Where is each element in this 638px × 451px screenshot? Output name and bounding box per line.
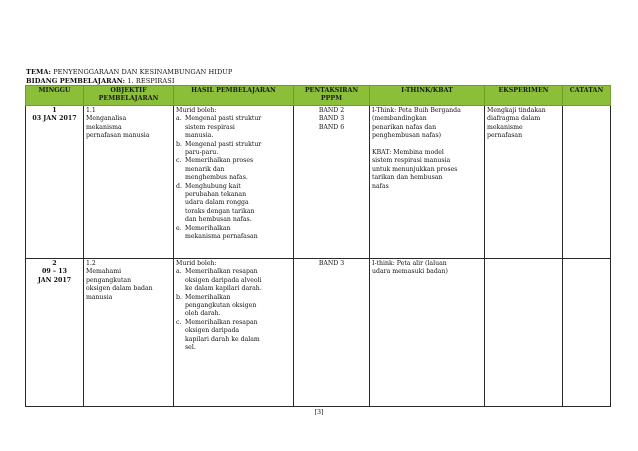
col-header-objektif: OBJEKTIF PEMBELAJARAN — [84, 86, 174, 106]
list-item: d. Menghubung kait perubahan tekanan udara dalam rongga toraks dengan tarikan dan hembusan nafas. — [176, 182, 255, 224]
eksperimen-cell: Mengkaji tindakan diafragma dalam mekanisme pernafasan — [485, 106, 563, 259]
hasil-intro: Murid boleh: — [176, 260, 217, 267]
hasil-cell — [174, 259, 294, 407]
minggu-cell: 2 09 – 13 JAN 2017 — [26, 259, 84, 407]
hasil-list — [176, 268, 291, 352]
col-header-pentaksiran: PENTAKSIRAN PPPM — [294, 86, 370, 106]
table-row — [26, 259, 611, 407]
table-header-row — [26, 86, 611, 106]
ithink-cell: I-Think: Peta Buih Berganda (membandingkan penarikan nafas dan penghembusan nafas) KBAT: Membina model sistem respirasi manusia untuk menunjukkan proses tarikan dan hembusan nafas — [370, 106, 485, 259]
list-item: a. Memerihalkan resapan oksigen daripada alveoli ke dalam kapilari darah. — [176, 268, 262, 293]
list-item: c. Memerihalkan proses menarik dan menghembus nafas. — [176, 157, 254, 182]
tema-heading — [26, 68, 232, 76]
bidang-heading — [26, 77, 174, 85]
col-header-hasil: HASIL PEMBELAJARAN — [174, 86, 294, 106]
catatan-cell — [563, 259, 611, 407]
hasil-list — [176, 115, 291, 241]
col-header-eksperimen: EKSPERIMEN — [485, 86, 563, 106]
col-header-minggu: MINGGU — [26, 86, 84, 106]
pentaksiran-cell: BAND 3 — [294, 259, 370, 407]
ithink-cell: I-think: Peta alir (laluan udara memasuki badan) — [370, 259, 485, 407]
objektif-cell: 1.1 Menganalisa mekanisma pernafasan manusia — [84, 106, 174, 259]
list-item: a. Mengenal pasti struktur sistem respirasi manusia. — [176, 115, 262, 140]
lesson-plan-table — [25, 85, 611, 407]
pentaksiran-cell: BAND 2 BAND 3 BAND 6 — [294, 106, 370, 259]
col-header-catatan: CATATAN — [563, 86, 611, 106]
list-item: b. Memerihalkan pengangkutan oksigen oleh darah. — [176, 293, 257, 318]
catatan-cell — [563, 106, 611, 259]
bidang-value: 1. RESPIRASI — [127, 77, 175, 85]
eksperimen-cell — [485, 259, 563, 407]
list-item: b. Mengenal pasti struktur paru-paru. — [176, 140, 262, 157]
page-number: [3] — [314, 408, 324, 416]
objektif-cell: 1.2 Memahami pengangkutan oksigen dalam badan manusia — [84, 259, 174, 407]
col-header-ithink: I-THINK/KBAT — [370, 86, 485, 106]
tema-label: TEMA: — [26, 68, 52, 76]
hasil-intro: Murid boleh: — [176, 107, 217, 114]
hasil-cell — [174, 106, 294, 259]
list-item: e. Memerihalkan mekanisma pernafasan — [176, 224, 258, 241]
list-item: c. Memerihalkan resapan oksigen daripada kapilari darah ke dalam sel. — [176, 318, 260, 352]
minggu-cell: 1 03 JAN 2017 — [26, 106, 84, 259]
bidang-label: BIDANG PEMBELAJARAN: — [26, 77, 126, 85]
table-row — [26, 106, 611, 259]
tema-value: PENYENGGARAAN DAN KESINAMBUNGAN HIDUP — [53, 68, 233, 76]
